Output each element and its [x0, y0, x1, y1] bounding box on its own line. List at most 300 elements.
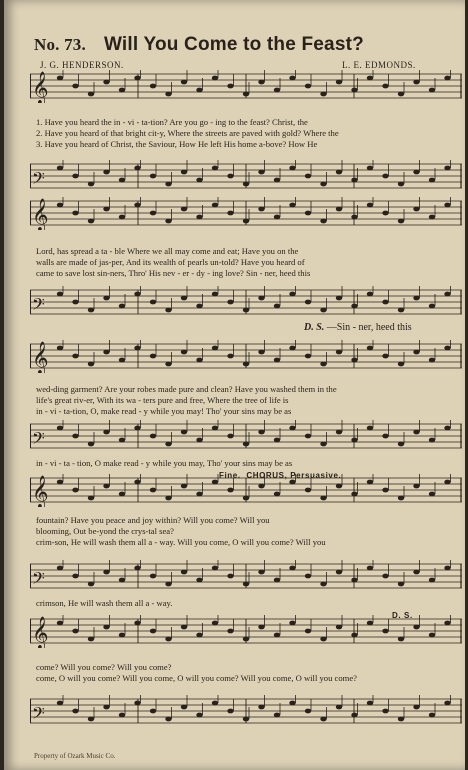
note-head: [444, 621, 450, 626]
note-head: [212, 346, 218, 351]
note-head: [119, 578, 125, 583]
lyric-line: came to save lost sin-ners, Thro' His nev - er - dy - ing love? Sin - ner, heed this: [36, 268, 311, 279]
note-head: [88, 637, 94, 642]
note-head: [367, 76, 373, 81]
hymn-title-text: Will You Come to the Feast?: [103, 34, 364, 55]
note-head: [181, 80, 187, 85]
note-head: [212, 203, 218, 208]
note-head: [382, 709, 388, 714]
note-head: [320, 496, 326, 501]
note-head: [320, 182, 326, 187]
note-head: [134, 426, 140, 431]
staff-svg: [30, 160, 462, 193]
music-staff: [30, 197, 462, 230]
note-head: [243, 308, 249, 313]
music-staff: [30, 70, 462, 103]
staff-svg: [30, 286, 462, 319]
note-head: [336, 80, 342, 85]
music-staff: [30, 340, 462, 373]
note-head: [134, 566, 140, 571]
note-head: [274, 438, 280, 443]
note-head: [88, 442, 94, 447]
note-head: [367, 166, 373, 171]
lyric-block: [36, 458, 456, 469]
note-head: [196, 578, 202, 583]
note-head: [72, 434, 78, 439]
note-head: [227, 84, 233, 89]
bass-clef: 𝄢: [32, 294, 45, 318]
note-head: [88, 582, 94, 587]
note-head: [181, 705, 187, 710]
note-head: [243, 582, 249, 587]
note-head: [398, 496, 404, 501]
staff-svg: [30, 695, 462, 728]
note-head: [429, 88, 435, 93]
note-head: [227, 709, 233, 714]
note-head: [103, 170, 109, 175]
treble-clef: 𝄞: [32, 616, 49, 648]
note-head: [382, 488, 388, 493]
note-head: [429, 633, 435, 638]
note-head: [165, 582, 171, 587]
hymn-title: [34, 34, 454, 56]
note-head: [258, 430, 264, 435]
note-head: [382, 629, 388, 634]
music-staff: [30, 286, 462, 319]
lyric-line: crim-son, He will wash them all a - way. Will you come, O will you come? Will you: [36, 537, 326, 548]
note-head: [150, 629, 156, 634]
lyric-line: blooming, Out be-yond the crys-tal sea?: [36, 526, 174, 537]
music-staff: [30, 615, 462, 648]
note-head: [289, 203, 295, 208]
note-head: [165, 717, 171, 722]
lyric-block: [36, 515, 456, 549]
note-head: [367, 701, 373, 706]
note-head: [429, 215, 435, 220]
note-head: [196, 358, 202, 363]
author-credit: L. E. EDMONDS.: [342, 60, 416, 70]
note-head: [196, 492, 202, 497]
note-head: [398, 582, 404, 587]
ds-label: D. S.: [304, 322, 325, 333]
note-head: [258, 170, 264, 175]
note-head: [398, 442, 404, 447]
note-head: [413, 705, 419, 710]
note-head: [227, 574, 233, 579]
note-head: [429, 304, 435, 309]
note-head: [227, 300, 233, 305]
note-head: [444, 166, 450, 171]
note-head: [181, 484, 187, 489]
lyric-line: in - vi - ta - tion, O make read - y while you may, Tho' your sins may be as: [36, 458, 293, 468]
note-head: [103, 570, 109, 575]
note-head: [351, 358, 357, 363]
note-head: [243, 92, 249, 97]
note-head: [227, 434, 233, 439]
note-head: [88, 219, 94, 224]
note-head: [119, 713, 125, 718]
note-head: [258, 80, 264, 85]
note-head: [429, 713, 435, 718]
note-head: [351, 578, 357, 583]
music-staff: [30, 695, 462, 728]
note-head: [243, 496, 249, 501]
note-head: [212, 566, 218, 571]
note-head: [57, 203, 63, 208]
note-head: [103, 430, 109, 435]
note-head: [258, 207, 264, 212]
fine-text: Fine.: [219, 471, 241, 480]
note-head: [88, 496, 94, 501]
lyric-line: in - vi - ta-tion, O, make read - y while you may! Tho' your sins may be as: [36, 406, 292, 417]
lyric-line: crimson, He will wash them all a - way.: [36, 598, 173, 608]
note-head: [429, 492, 435, 497]
note-head: [382, 174, 388, 179]
note-head: [181, 625, 187, 630]
note-head: [289, 292, 295, 297]
note-head: [181, 170, 187, 175]
lyric-line: Lord, has spread a ta - ble Where we all may come and eat; Have you on the: [36, 246, 299, 256]
staff-svg: [30, 615, 462, 648]
note-head: [351, 633, 357, 638]
note-head: [413, 296, 419, 301]
note-head: [212, 701, 218, 706]
note-head: [398, 219, 404, 224]
lyric-line: walls are made of jas-per, And its wealth of pearls un-told? Have you heard of: [36, 257, 305, 268]
note-head: [72, 354, 78, 359]
note-head: [444, 426, 450, 431]
note-head: [103, 625, 109, 630]
note-head: [165, 92, 171, 97]
persuasive-text: Persuasive.: [290, 471, 342, 480]
lyric-block: [36, 598, 456, 609]
note-head: [150, 211, 156, 216]
note-head: [382, 300, 388, 305]
note-head: [243, 637, 249, 642]
note-head: [165, 496, 171, 501]
note-head: [413, 430, 419, 435]
note-head: [196, 438, 202, 443]
note-head: [150, 174, 156, 179]
note-head: [72, 84, 78, 89]
note-head: [413, 80, 419, 85]
lyric-block: [36, 246, 456, 280]
note-head: [212, 76, 218, 81]
note-head: [305, 300, 311, 305]
bass-clef: 𝄢: [32, 168, 45, 192]
note-head: [196, 88, 202, 93]
note-head: [305, 84, 311, 89]
note-head: [444, 76, 450, 81]
note-head: [444, 566, 450, 571]
note-head: [181, 570, 187, 575]
note-head: [382, 574, 388, 579]
note-head: [274, 633, 280, 638]
chorus-text: CHORUS,: [246, 471, 288, 480]
hymn-page: [4, 0, 465, 770]
music-staff: [30, 560, 462, 593]
note-head: [212, 166, 218, 171]
note-head: [274, 358, 280, 363]
note-head: [289, 76, 295, 81]
note-head: [382, 211, 388, 216]
note-head: [274, 304, 280, 309]
note-head: [336, 705, 342, 710]
lyric-line: 1. Have you heard the in - vi - ta-tion? Are you go - ing to the feast? Christ, the: [36, 117, 308, 127]
note-head: [165, 637, 171, 642]
footer-credit: Property of Ozark Music Co.: [34, 752, 116, 760]
note-head: [165, 219, 171, 224]
note-head: [444, 292, 450, 297]
note-head: [413, 625, 419, 630]
note-head: [150, 574, 156, 579]
note-head: [336, 625, 342, 630]
note-head: [57, 292, 63, 297]
note-head: [305, 211, 311, 216]
note-head: [274, 215, 280, 220]
staff-svg: [30, 197, 462, 230]
note-head: [119, 633, 125, 638]
note-head: [150, 709, 156, 714]
music-staff: [30, 420, 462, 453]
note-head: [398, 362, 404, 367]
note-head: [196, 304, 202, 309]
lyric-line: come? Will you come? Will you come?: [36, 662, 172, 672]
note-head: [413, 170, 419, 175]
note-head: [243, 362, 249, 367]
note-head: [134, 203, 140, 208]
lyric-line: fountain? Have you peace and joy within? Will you come? Will you: [36, 515, 270, 525]
note-head: [429, 578, 435, 583]
treble-clef: 𝄞: [32, 341, 49, 373]
note-head: [150, 300, 156, 305]
note-head: [351, 713, 357, 718]
note-head: [320, 362, 326, 367]
treble-clef: 𝄞: [32, 71, 49, 103]
music-staff: [30, 160, 462, 193]
note-head: [289, 426, 295, 431]
note-head: [72, 211, 78, 216]
note-head: [103, 296, 109, 301]
note-head: [119, 438, 125, 443]
ds-marking: [304, 322, 412, 333]
note-head: [336, 484, 342, 489]
note-head: [72, 629, 78, 634]
lyric-line: wed-ding garment? Are your robes made pure and clean? Have you washed them in the: [36, 384, 337, 394]
note-head: [320, 637, 326, 642]
note-head: [72, 709, 78, 714]
note-head: [320, 442, 326, 447]
composer-credit: J. G. HENDERSON.: [40, 60, 124, 70]
note-head: [398, 92, 404, 97]
staff-svg: [30, 420, 462, 453]
note-head: [413, 350, 419, 355]
note-head: [444, 480, 450, 485]
note-head: [196, 713, 202, 718]
note-head: [305, 574, 311, 579]
note-head: [258, 625, 264, 630]
treble-clef: 𝄞: [32, 198, 49, 230]
note-head: [181, 350, 187, 355]
note-head: [382, 354, 388, 359]
note-head: [150, 488, 156, 493]
note-head: [119, 304, 125, 309]
note-head: [119, 88, 125, 93]
note-head: [258, 350, 264, 355]
note-head: [88, 308, 94, 313]
note-head: [305, 434, 311, 439]
note-head: [72, 174, 78, 179]
note-head: [165, 308, 171, 313]
note-head: [351, 438, 357, 443]
note-head: [119, 358, 125, 363]
note-head: [243, 442, 249, 447]
note-head: [413, 484, 419, 489]
note-head: [243, 717, 249, 722]
note-head: [227, 629, 233, 634]
note-head: [351, 492, 357, 497]
note-head: [88, 182, 94, 187]
note-head: [134, 76, 140, 81]
note-head: [336, 170, 342, 175]
note-head: [398, 182, 404, 187]
note-head: [274, 88, 280, 93]
lyric-block: [36, 662, 456, 684]
hymn-number: No. 73.: [34, 35, 86, 54]
note-head: [134, 292, 140, 297]
note-head: [196, 633, 202, 638]
note-head: [165, 182, 171, 187]
treble-clef: 𝄞: [32, 475, 49, 507]
note-head: [367, 480, 373, 485]
ds-end-marking: D. S.: [392, 611, 413, 620]
note-head: [57, 166, 63, 171]
note-head: [72, 300, 78, 305]
note-head: [351, 304, 357, 309]
note-head: [289, 480, 295, 485]
note-head: [243, 219, 249, 224]
note-head: [134, 166, 140, 171]
note-head: [227, 354, 233, 359]
note-head: [57, 346, 63, 351]
note-head: [367, 203, 373, 208]
note-head: [57, 621, 63, 626]
note-head: [289, 701, 295, 706]
note-head: [305, 354, 311, 359]
note-head: [320, 92, 326, 97]
note-head: [289, 566, 295, 571]
note-head: [212, 480, 218, 485]
staff-svg: [30, 474, 462, 507]
staff-svg: [30, 340, 462, 373]
note-head: [181, 296, 187, 301]
note-head: [289, 346, 295, 351]
note-head: [103, 350, 109, 355]
note-head: [150, 354, 156, 359]
note-head: [444, 346, 450, 351]
note-head: [444, 203, 450, 208]
note-head: [57, 566, 63, 571]
note-head: [103, 705, 109, 710]
note-head: [119, 178, 125, 183]
note-head: [196, 178, 202, 183]
note-head: [336, 430, 342, 435]
note-head: [258, 484, 264, 489]
note-head: [351, 178, 357, 183]
note-head: [150, 84, 156, 89]
note-head: [258, 570, 264, 575]
note-head: [134, 480, 140, 485]
note-head: [336, 350, 342, 355]
note-head: [367, 292, 373, 297]
note-head: [57, 701, 63, 706]
note-head: [88, 362, 94, 367]
note-head: [274, 178, 280, 183]
note-head: [320, 582, 326, 587]
note-head: [351, 88, 357, 93]
note-head: [57, 426, 63, 431]
note-head: [227, 174, 233, 179]
note-head: [367, 426, 373, 431]
note-head: [289, 166, 295, 171]
note-head: [134, 621, 140, 626]
note-head: [429, 358, 435, 363]
note-head: [165, 442, 171, 447]
note-head: [336, 207, 342, 212]
note-head: [274, 578, 280, 583]
note-head: [72, 488, 78, 493]
note-head: [227, 211, 233, 216]
note-head: [382, 84, 388, 89]
note-head: [320, 308, 326, 313]
note-head: [212, 292, 218, 297]
note-head: [320, 717, 326, 722]
bass-clef: 𝄢: [32, 568, 45, 592]
note-head: [413, 570, 419, 575]
note-head: [103, 484, 109, 489]
note-head: [274, 713, 280, 718]
note-head: [398, 717, 404, 722]
note-head: [88, 717, 94, 722]
note-head: [165, 362, 171, 367]
note-head: [119, 215, 125, 220]
note-head: [336, 570, 342, 575]
note-head: [227, 488, 233, 493]
note-head: [212, 426, 218, 431]
note-head: [367, 346, 373, 351]
note-head: [258, 296, 264, 301]
note-head: [305, 488, 311, 493]
note-head: [382, 434, 388, 439]
note-head: [103, 80, 109, 85]
note-head: [289, 621, 295, 626]
note-head: [413, 207, 419, 212]
note-head: [444, 701, 450, 706]
note-head: [196, 215, 202, 220]
staff-svg: [30, 70, 462, 103]
note-head: [398, 637, 404, 642]
lyric-block: [36, 117, 456, 151]
note-head: [212, 621, 218, 626]
lyric-line: 3. Have you heard of Christ, the Saviour, How He left His home a-bove? How He: [36, 139, 318, 150]
note-head: [103, 207, 109, 212]
note-head: [305, 709, 311, 714]
bass-clef: 𝄢: [32, 428, 45, 452]
note-head: [336, 296, 342, 301]
note-head: [320, 219, 326, 224]
note-head: [351, 215, 357, 220]
note-head: [88, 92, 94, 97]
